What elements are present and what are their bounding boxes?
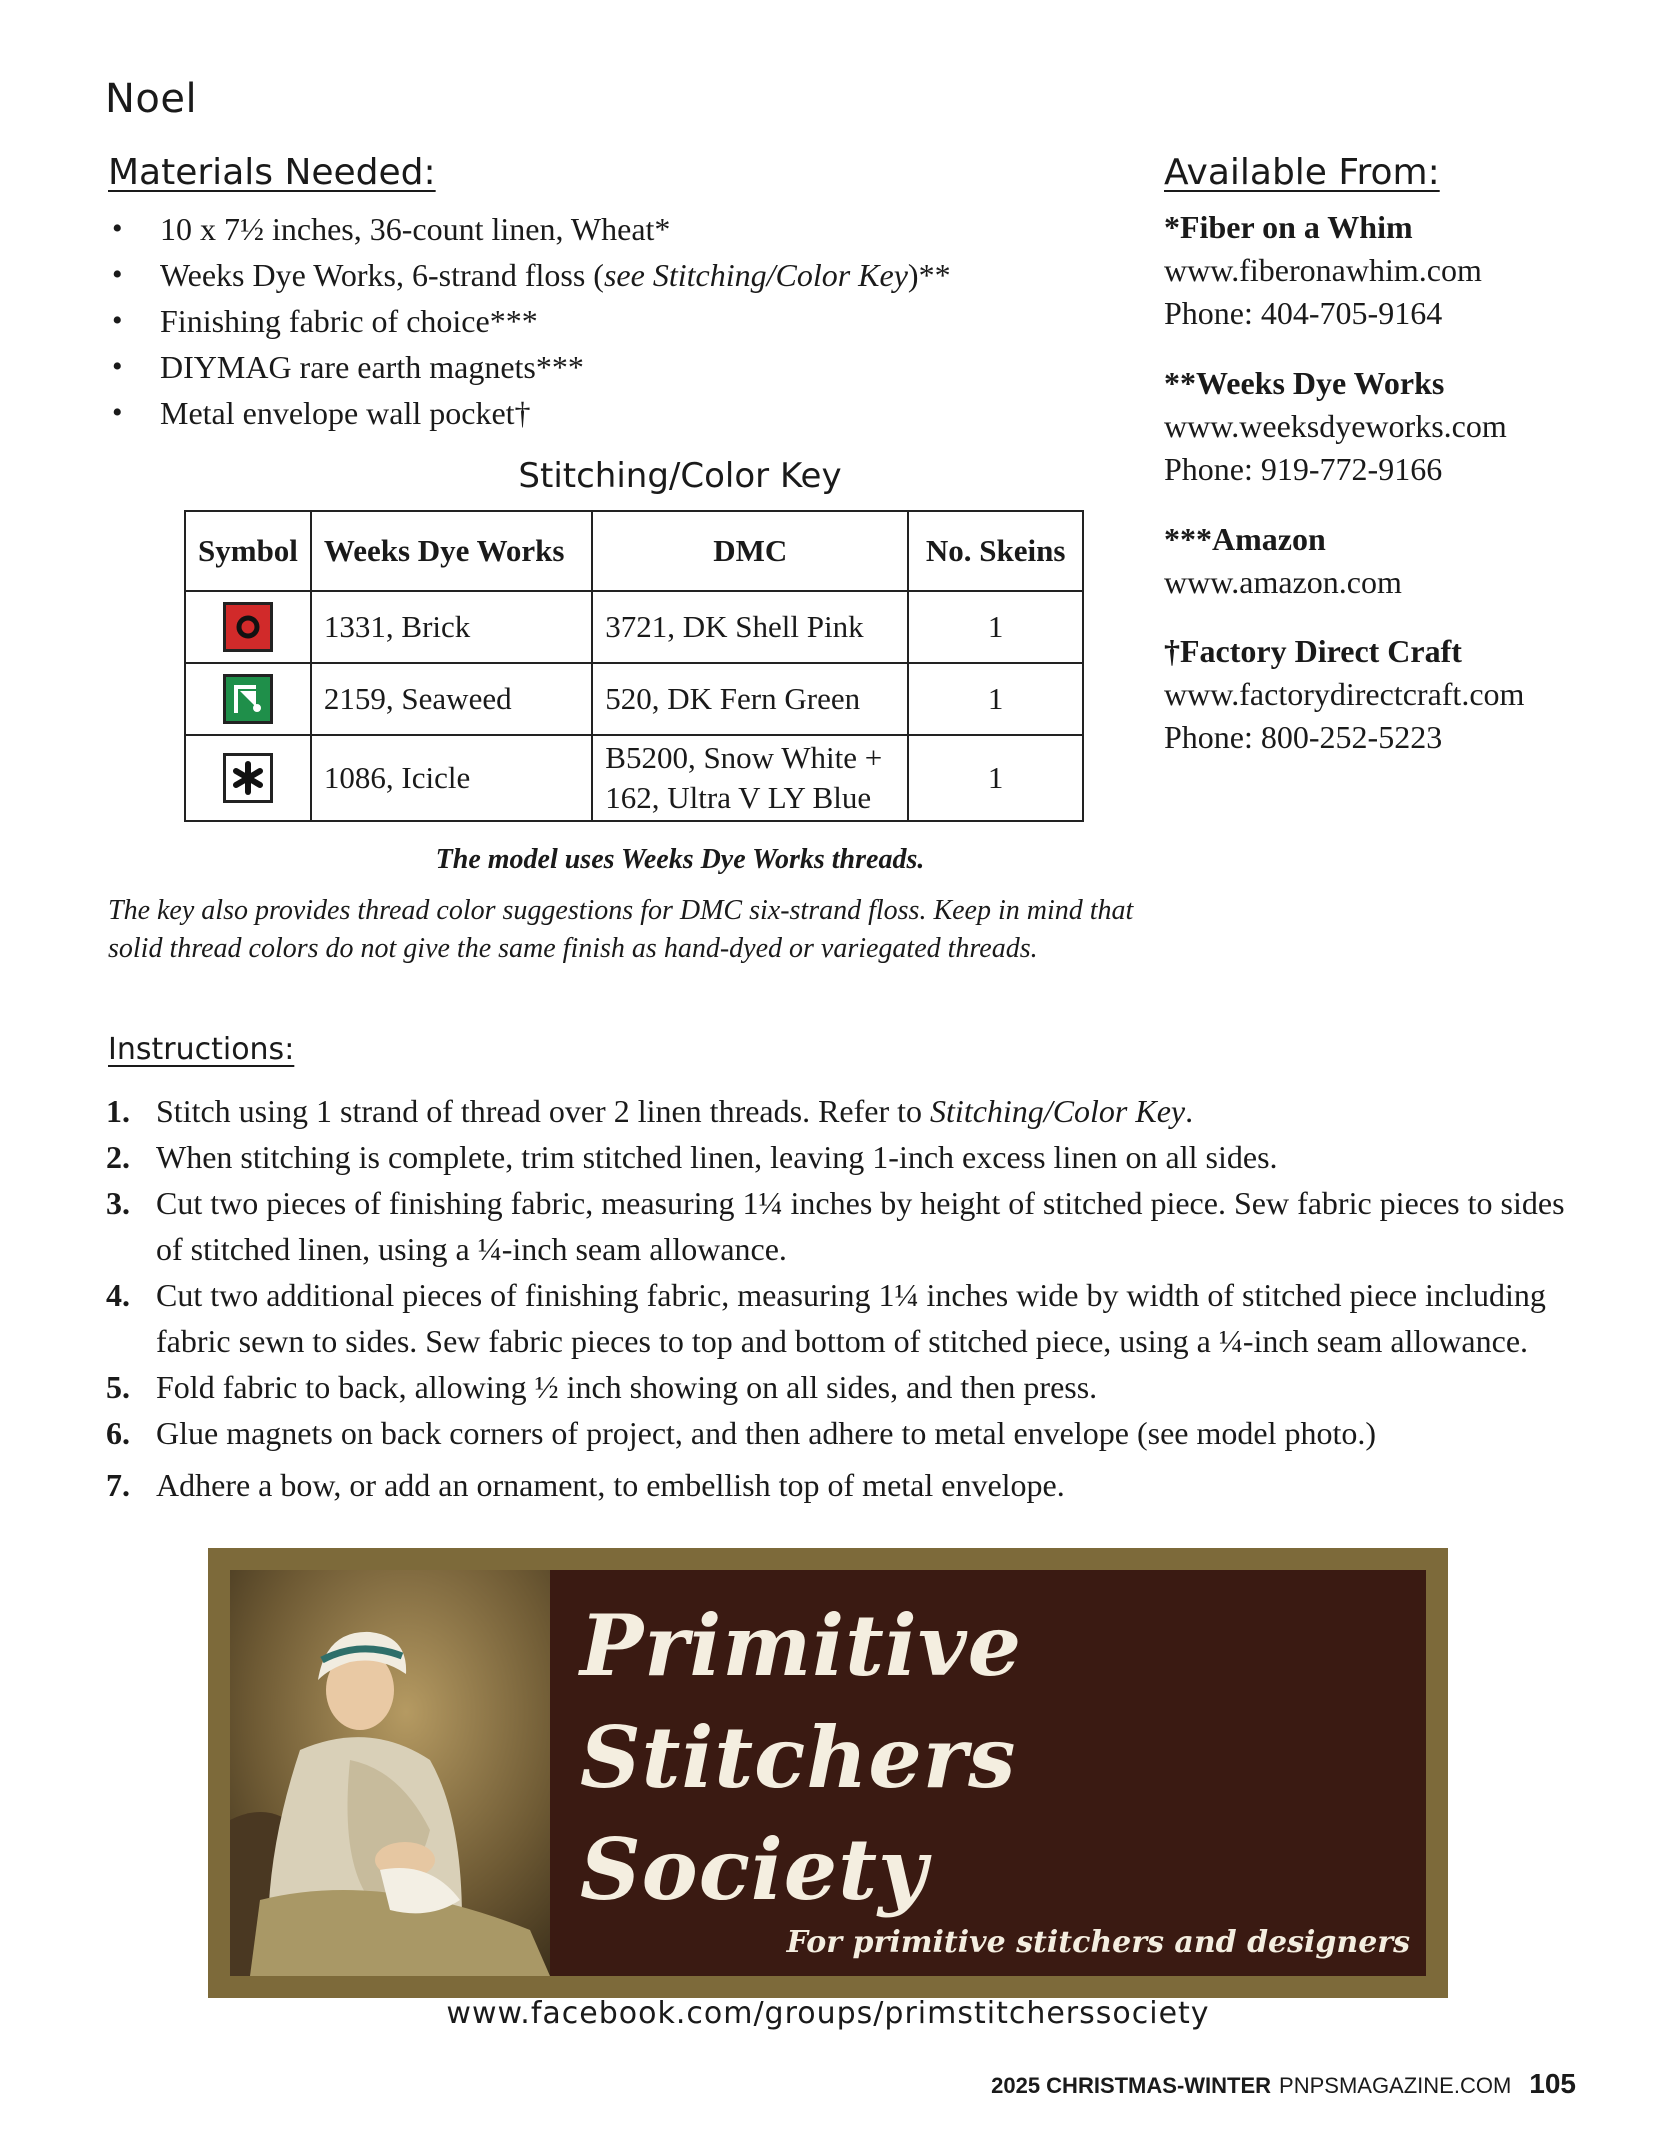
instruction-step: 1. Stitch using 1 strand of thread over 2 linen threads. Refer to Stitching/Color Key. — [106, 1093, 1194, 1129]
table-header-row — [185, 511, 1083, 591]
facebook-group-url[interactable]: www.facebook.com/groups/primstitcherssociety — [446, 1996, 1210, 2031]
list-item: • Finishing fabric of choice*** — [108, 298, 1128, 344]
red-circle-symbol-icon — [223, 602, 273, 652]
column-header: No. Skeins — [908, 511, 1083, 591]
list-item: • Weeks Dye Works, 6-strand floss (see Stitching/Color Key)** — [108, 252, 1128, 298]
column-header: DMC — [592, 511, 908, 591]
primitive-stitchers-society-banner — [208, 1548, 1448, 1998]
weeks-cell: 1331, Brick — [311, 591, 592, 663]
vendor-url: www.fiberonawhim.com — [1164, 252, 1482, 288]
table-row — [185, 735, 1083, 821]
weeks-cell: 1086, Icicle — [311, 735, 592, 821]
vendor-name: †Factory Direct Craft — [1164, 633, 1462, 669]
vendor-fiber-on-a-whim — [1164, 206, 1624, 335]
vendor-name: *Fiber on a Whim — [1164, 209, 1413, 245]
symbol-cell — [185, 735, 311, 821]
instructions-list — [106, 1088, 1576, 1508]
instruction-step: 6. Glue magnets on back corners of project, and then adhere to metal envelope (see model photo.) — [106, 1415, 1376, 1451]
issue-label: 2025 CHRISTMAS-WINTER — [991, 2073, 1272, 2098]
table-row — [185, 591, 1083, 663]
vendor-phone: Phone: 404-705-9164 — [1164, 295, 1443, 331]
table-row — [185, 663, 1083, 735]
materials-list — [108, 206, 1128, 436]
banner-title-line: Society — [580, 1820, 928, 1919]
page-footer — [991, 2068, 1576, 2100]
vendor-url: www.weeksdyeworks.com — [1164, 408, 1507, 444]
materials-heading: Materials Needed: — [108, 152, 436, 193]
instruction-step: 4. Cut two additional pieces of finishing fabric, measuring 1¼ inches wide by width of stitched piece including fabric sewn to sides. Sew fabric pieces to top and bottom of stitched piece, using a ¼-inch seam allowance. — [106, 1277, 1546, 1359]
vendor-name: ***Amazon — [1164, 521, 1326, 557]
instruction-step: 5. Fold fabric to back, allowing ½ inch showing on all sides, and then press. — [106, 1369, 1098, 1405]
vendor-factory-direct-craft — [1164, 630, 1624, 759]
vendor-name: **Weeks Dye Works — [1164, 365, 1445, 401]
dmc-cell: B5200, Snow White + 162, Ultra V LY Blue — [592, 735, 908, 821]
instruction-step: 2. When stitching is complete, trim stitched linen, leaving 1-inch excess linen on all sides. — [106, 1139, 1278, 1175]
banner-title-line: Stitchers — [580, 1708, 1017, 1807]
page-number: 105 — [1529, 2068, 1576, 2099]
list-item: • DIYMAG rare earth magnets*** — [108, 344, 1128, 390]
model-note: The model uses Weeks Dye Works threads. — [435, 844, 925, 875]
banner-title-line: Primitive — [580, 1596, 1023, 1695]
page-title: Noel — [105, 76, 198, 122]
list-item: • Metal envelope wall pocket† — [108, 390, 1128, 436]
skeins-cell: 1 — [908, 663, 1083, 735]
green-square-symbol-icon — [223, 674, 273, 724]
color-key-table — [184, 510, 1084, 822]
instruction-step: 3. Cut two pieces of finishing fabric, measuring 1¼ inches by height of stitched piece. Sew fabric pieces to sides of stitched linen, using a ¼-inch seam allowance. — [106, 1185, 1565, 1267]
key-note: The key also provides thread color suggestions for DMC six-strand floss. Keep in mind that solid thread colors do not give the same finish as hand-dyed or variegated threads. — [108, 895, 1134, 964]
vendor-url: www.factorydirectcraft.com — [1164, 676, 1525, 712]
symbol-cell — [185, 663, 311, 735]
color-key-title: Stitching/Color Key — [518, 456, 842, 496]
vendor-phone: Phone: 800-252-5223 — [1164, 719, 1443, 755]
vendor-weeks-dye-works — [1164, 362, 1624, 491]
weeks-cell: 2159, Seaweed — [311, 663, 592, 735]
instruction-step: 7. Adhere a bow, or add an ornament, to embellish top of metal envelope. — [106, 1467, 1065, 1503]
vendor-amazon — [1164, 518, 1624, 604]
list-item: • 10 x 7½ inches, 36-count linen, Wheat* — [108, 206, 1128, 252]
column-header: Symbol — [185, 511, 311, 591]
vendor-url: www.amazon.com — [1164, 564, 1402, 600]
skeins-cell: 1 — [908, 735, 1083, 821]
asterisk-symbol-icon — [223, 753, 273, 803]
available-from-heading: Available From: — [1164, 152, 1440, 193]
symbol-cell — [185, 591, 311, 663]
magazine-site: PNPSMAGAZINE.COM — [1279, 2073, 1512, 2098]
skeins-cell: 1 — [908, 591, 1083, 663]
vendor-phone: Phone: 919-772-9166 — [1164, 451, 1443, 487]
dmc-cell: 520, DK Fern Green — [592, 663, 908, 735]
instructions-heading: Instructions: — [108, 1032, 295, 1067]
dmc-cell: 3721, DK Shell Pink — [592, 591, 908, 663]
banner-tagline: For primitive stitchers and designers — [786, 1925, 1410, 1960]
column-header: Weeks Dye Works — [311, 511, 592, 591]
painting-woman-sewing-image — [230, 1570, 550, 1976]
